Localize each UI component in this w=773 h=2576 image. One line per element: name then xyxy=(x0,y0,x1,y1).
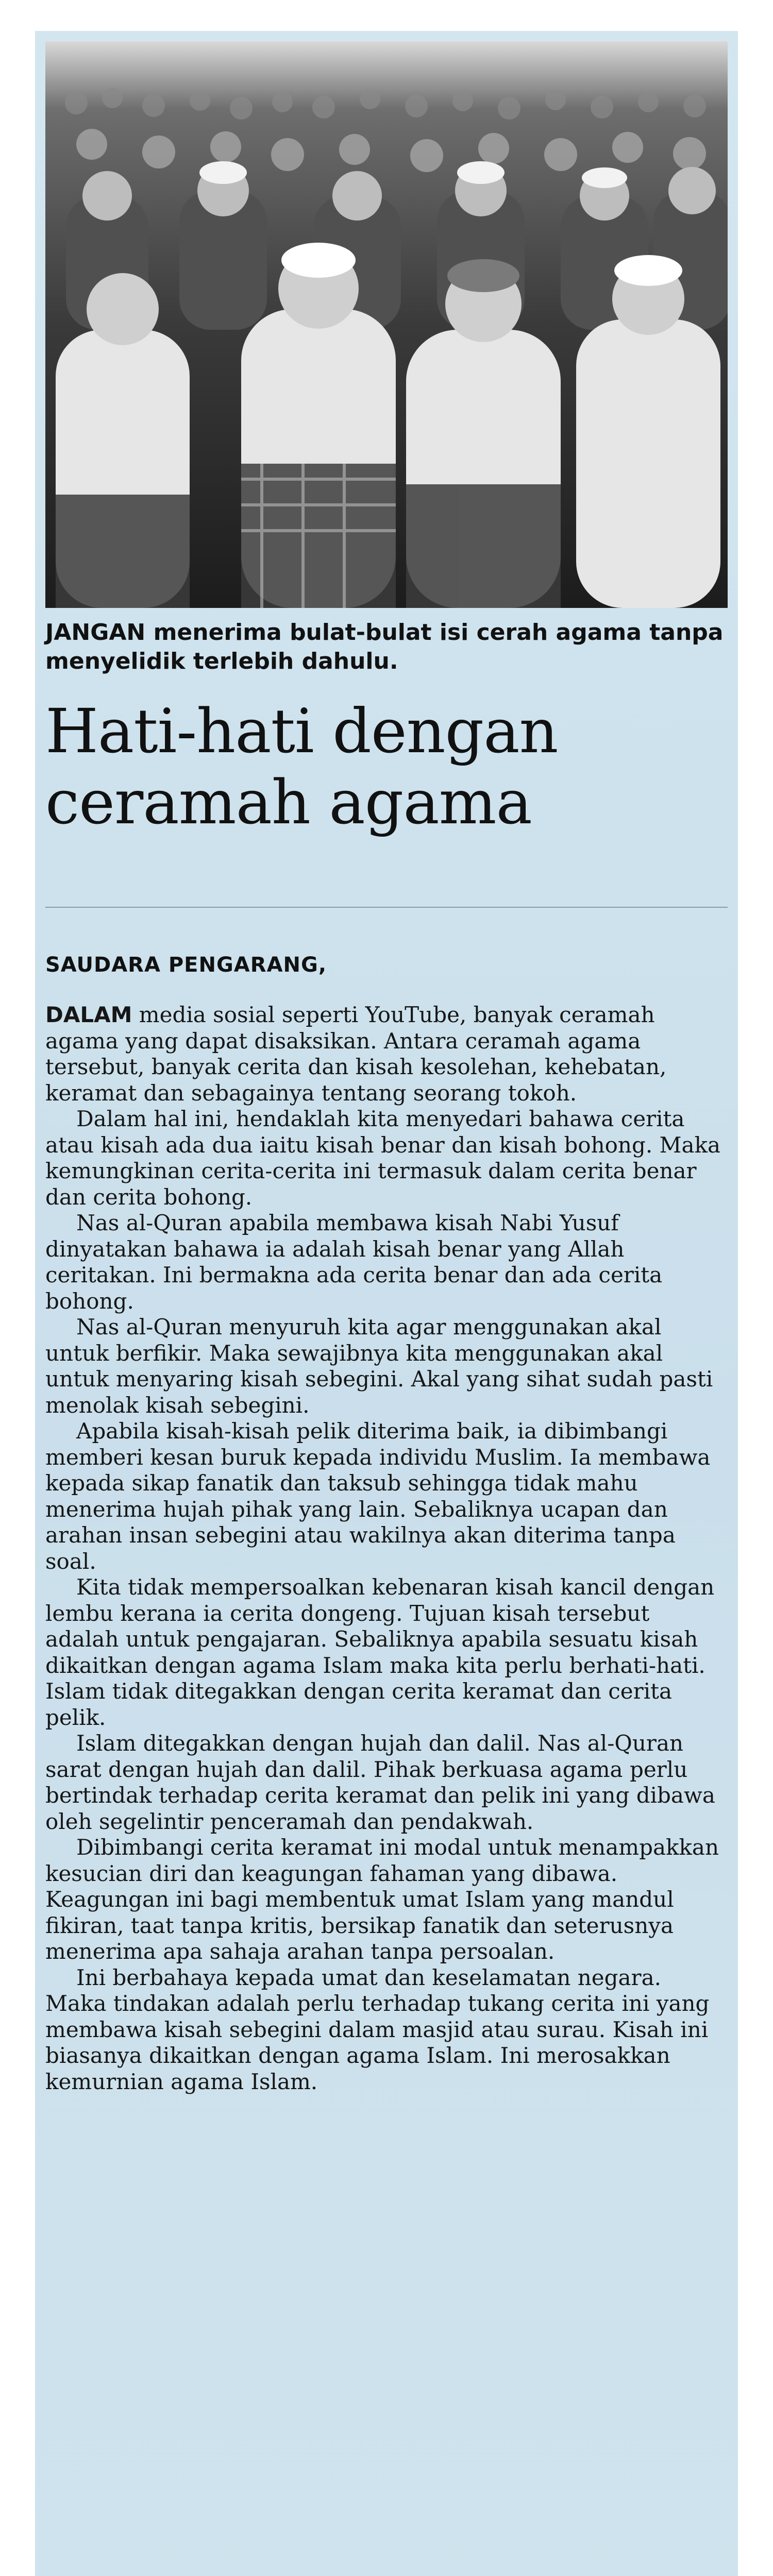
article-paragraph-2: Dalam hal ini, hendaklah kita menyedari bahawa cerita atau kisah ada dua iaitu kisah benar dan kisah bohong. Maka kemungkinan cerita-cerita ini termasuk dalam cerita benar dan cerita bohong. xyxy=(45,1106,721,1210)
photo-caption xyxy=(45,618,728,676)
article-body xyxy=(45,1002,726,2095)
newspaper-clipping xyxy=(35,31,738,2576)
article-paragraph-3: Nas al-Quran apabila membawa kisah Nabi Yusuf dinyatakan bahawa ia adalah kisah benar yang Allah ceritakan. Ini bermakna ada cerita benar dan ada cerita bohong. xyxy=(45,1210,663,1314)
article-paragraph-8: Dibimbangi cerita keramat ini modal untuk menampakkan kesucian diri dan keagungan fahaman yang dibawa. Keagungan ini bagi membentuk umat Islam yang mandul fikiran, taat tanpa kritis, bersikap fanatik dan seterusnya menerima apa sahaja arahan tanpa persoalan. xyxy=(45,1835,719,1964)
caption-lead: JANGAN xyxy=(45,619,146,646)
article-paragraph-9: Ini berbahaya kepada umat dan keselamatan negara. Maka tindakan adalah perlu terhadap tukang cerita ini yang membawa kisah sebegini dalam masjid atau surau. Kisah ini biasanya dikaitkan dengan agama Islam. Ini merosakkan kemurnian agama Islam. xyxy=(45,1964,710,2094)
caption-text: menerima bulat-bulat isi cerah agama tanpa menyelidik terlebih dahulu. xyxy=(45,619,724,674)
article-paragraph-5: Apabila kisah-kisah pelik diterima baik, ia dibimbangi memberi kesan buruk kepada individu Muslim. Ia membawa kepada sikap fanatik dan taksub sehingga tidak mahu menerima hujah pihak yang lain. Sebaliknya ucapan dan arahan insan sebegini atau wakilnya akan diterima tanpa soal. xyxy=(45,1418,711,1574)
article-paragraph-4: Nas al-Quran menyuruh kita agar menggunakan akal untuk berfikir. Maka sewajibnya kita menggunakan akal untuk menyaring kisah sebegini. Akal yang sihat sudah pasti menolak kisah sebegini. xyxy=(45,1314,713,1418)
article-paragraph-1-text: media sosial seperti YouTube, banyak ceramah agama yang dapat disaksikan. Antara ceramah agama tersebut, banyak cerita dan kisah kesolehan, kehebatan, keramat dan sebagainya tentang seorang tokoh. xyxy=(45,1002,667,1106)
crowd-photo-illustration xyxy=(45,41,728,608)
headline: Hati-hati dengan ceramah agama xyxy=(45,696,558,838)
crowd-photo xyxy=(45,41,728,608)
article-paragraph-6: Kita tidak mempersoalkan kebenaran kisah kancil dengan lembu kerana ia cerita dongeng. Tujuan kisah tersebut adalah untuk pengajaran. Sebaliknya apabila sesuatu kisah dikaitkan dengan agama Islam maka kita perlu berhati-hati. Islam tidak ditegakkan dengan cerita keramat dan cerita pelik. xyxy=(45,1574,715,1730)
headline-divider xyxy=(45,907,728,908)
salutation: SAUDARA PENGARANG, xyxy=(45,953,327,977)
article-lead-word: DALAM xyxy=(45,1002,132,1027)
article-paragraph-7: Islam ditegakkan dengan hujah dan dalil. Nas al-Quran sarat dengan hujah dan dalil. Pihak berkuasa agama perlu bertindak terhadap cerita keramat dan pelik ini yang dibawa oleh segelintir penceramah dan pendakwah. xyxy=(45,1731,715,1834)
article-paragraph-1 xyxy=(45,1002,726,1106)
